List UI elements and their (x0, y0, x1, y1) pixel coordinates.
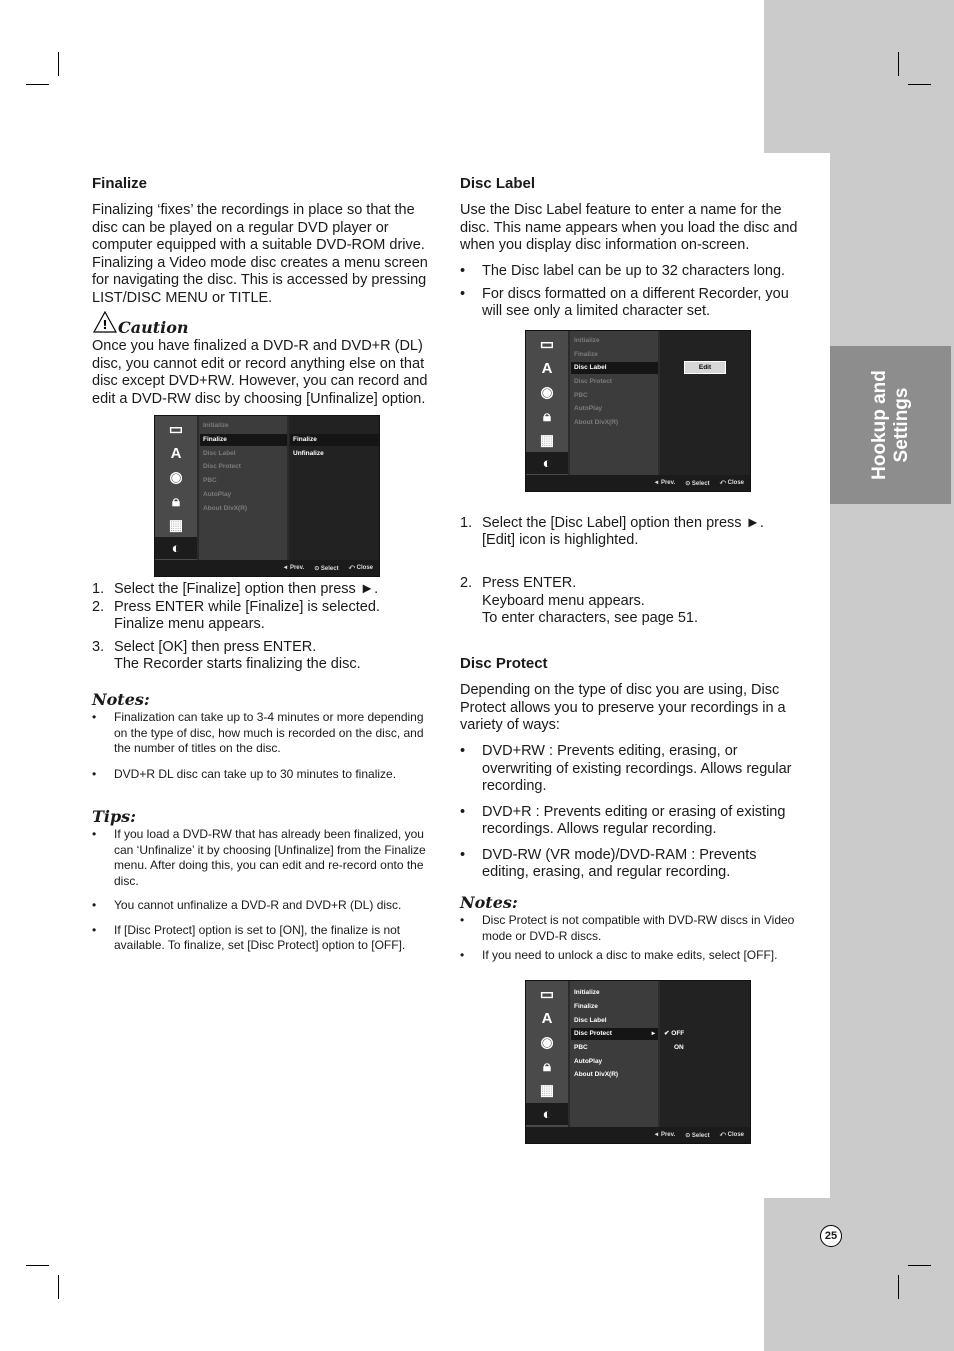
step-item: 2. Press ENTER. Keyboard menu appears. To enter characters, see page 51. (460, 575, 699, 626)
disc-label-heading: Disc Label (460, 175, 536, 192)
audio-icon: ◉ (540, 384, 554, 401)
disc-icon: ◐ (526, 1103, 568, 1125)
footer-close: ⤺ Close (719, 479, 744, 486)
menu-item: PBC (574, 1044, 588, 1051)
side-band-top (764, 0, 954, 153)
tip-item: • If you load a DVD-RW that has already been finalized, you can ‘Unfinalize’ it by choosing [Unfinalize] from the Finalize menu. After doing this, you can edit and re-record onto the disc. (92, 827, 426, 888)
note-item: • Finalization can take up to 3-4 minutes or more depending on the type of disc, how much is recorded on the disc, and the number of titles on the disc. (92, 710, 424, 755)
lock-icon: 🔒︎ (172, 492, 180, 510)
menu-item: Finalize (574, 1003, 598, 1010)
menu-submenu (660, 981, 750, 1127)
menu-footer (526, 1127, 750, 1143)
arrow-right-icon: ▸ (651, 1030, 655, 1037)
tip-item: • If [Disc Protect] option is set to [ON], the finalize is not available. To finalize, set [Disc Protect] option to [OFF]. (92, 922, 406, 952)
side-band-bottom (764, 1198, 954, 1351)
page-number: 25 (820, 1225, 842, 1247)
crop-mark (26, 84, 49, 85)
menu-item: Initialize (574, 337, 600, 344)
notes-title: Notes: (460, 893, 518, 912)
disc-protect-menu-screenshot (525, 980, 751, 1144)
film-icon: ▦ (539, 1082, 555, 1099)
menu-options (570, 981, 658, 1127)
menu-item: Initialize (203, 422, 229, 429)
menu-item: Initialize (574, 989, 600, 996)
disc-protect-heading: Disc Protect (460, 655, 548, 672)
menu-item: Finalize (574, 351, 598, 358)
bullet-item: • DVD-RW (VR mode)/DVD-RAM : Prevents editing, erasing, and regular recording. (460, 846, 757, 880)
menu-item-selected: Disc Label (571, 362, 658, 374)
step-item: 1. Select the [Disc Label] option then press ►. [Edit] icon is highlighted. (460, 514, 764, 548)
bullet-item: • The Disc label can be up to 32 characters long. (460, 263, 786, 279)
menu-item-selected: Disc Protect ▸ (571, 1028, 658, 1040)
finalize-steps (92, 581, 437, 674)
audio-icon: ◉ (540, 1034, 554, 1051)
menu-options (199, 416, 287, 560)
step-item: 1. Select the [Finalize] option then press ►. (92, 581, 379, 597)
footer-select: ⊙ Select (314, 565, 339, 572)
crop-mark (26, 1265, 49, 1266)
tip-item: • You cannot unfinalize a DVD-R and DVD+R (DL) disc. (92, 898, 402, 912)
menu-item: PBC (574, 392, 588, 399)
side-band (830, 153, 954, 1198)
menu-item: Disc Label (574, 1017, 607, 1024)
bullet-item: • DVD+R : Prevents editing or erasing of existing recordings. Allows regular recording. (460, 803, 786, 837)
film-icon: ▦ (539, 432, 555, 449)
svg-text:!: ! (102, 318, 108, 332)
caution-text: Once you have finalized a DVD-R and DVD+R (DL) disc, you cannot edit or record anything else on that disc except DVD+RW. However, you can record and edit a DVD-RW disc by choosing [Unfinalize] option. (92, 338, 428, 407)
notes-title: Notes: (92, 690, 150, 709)
menu-item: Disc Protect (574, 378, 612, 385)
disc-protect-bullets (460, 743, 805, 882)
tips-title: Tips: (92, 807, 137, 826)
crop-mark (58, 1275, 59, 1299)
menu-item: About DivX(R) (574, 1071, 619, 1078)
menu-item: Disc Label (203, 450, 236, 457)
finalize-notes (92, 710, 437, 782)
submenu-item: ON (674, 1044, 684, 1051)
menu-options (570, 331, 658, 475)
menu-icon-column (526, 331, 568, 475)
edit-button: Edit (684, 361, 726, 374)
bullet-item: • For discs formatted on a different Recorder, you will see only a limited character set. (460, 285, 789, 319)
menu-footer (155, 560, 379, 576)
disc-label-bullets (460, 263, 805, 321)
crop-mark (58, 52, 59, 76)
menu-item: AutoPlay (203, 491, 232, 498)
film-icon: ▦ (168, 517, 184, 534)
footer-prev: ◄ Prev. (282, 565, 305, 571)
text-icon: A (541, 359, 553, 377)
disc-icon: ◐ (526, 452, 568, 474)
submenu-item: Unfinalize (293, 450, 324, 457)
menu-item: Disc Protect (203, 463, 241, 470)
finalize-tips (92, 827, 432, 954)
menu-item: About DivX(R) (574, 419, 619, 426)
crop-mark (898, 1275, 899, 1299)
section-tab-line1: Hookup and (868, 370, 890, 480)
disc-protect-paragraph: Depending on the type of disc you are using, Disc Protect allows you to preserve your recordings in a variety of ways: (460, 682, 786, 733)
disc-icon: ◐ (155, 537, 197, 559)
monitor-icon: ▭ (168, 421, 184, 438)
menu-icon-column (155, 416, 197, 560)
section-tab-line2: Settings (890, 387, 912, 463)
audio-icon: ◉ (169, 469, 183, 486)
menu-item: AutoPlay (574, 405, 603, 412)
disc-label-menu-screenshot (525, 330, 751, 492)
lock-icon: 🔒︎ (543, 1057, 551, 1075)
footer-select: ⊙ Select (685, 1132, 710, 1139)
footer-prev: ◄ Prev. (653, 480, 676, 486)
footer-close: ⤺ Close (719, 1131, 744, 1138)
section-tab (830, 346, 951, 504)
footer-select: ⊙ Select (685, 480, 710, 487)
caution-icon (93, 311, 117, 338)
crop-mark (908, 84, 931, 85)
menu-submenu (289, 416, 379, 560)
menu-item-selected: Finalize (200, 434, 287, 446)
disc-protect-notes (460, 913, 805, 964)
finalize-heading: Finalize (92, 175, 148, 192)
caution-title: Caution (118, 318, 189, 337)
crop-mark (898, 52, 899, 76)
check-icon: ✔ (664, 1030, 670, 1037)
footer-prev: ◄ Prev. (653, 1132, 676, 1138)
footer-close: ⤺ Close (348, 564, 373, 571)
menu-icon-column (526, 981, 568, 1127)
finalize-paragraph: Finalizing ‘fixes’ the recordings in place so that the disc can be played on a regular DVD player or computer equipped with a suitable DVD-ROM drive. Finalizing a Video mode disc creates a menu screen for navigating the disc. This is accessed by pressing LIST/DISC MENU or TITLE. (92, 202, 428, 306)
step-item: 3. Select [OK] then press ENTER. The Recorder starts finalizing the disc. (92, 638, 361, 672)
disc-label-steps (460, 497, 805, 645)
crop-mark (908, 1265, 931, 1266)
menu-submenu (660, 331, 750, 475)
text-icon: A (541, 1009, 553, 1027)
submenu-item-checked: ✔ OFF (664, 1030, 685, 1037)
note-item: • Disc Protect is not compatible with DVD-RW discs in Video mode or DVD-R discs. (460, 913, 795, 943)
note-item: • DVD+R DL disc can take up to 30 minutes to finalize. (92, 766, 397, 781)
monitor-icon: ▭ (539, 336, 555, 353)
finalize-menu-screenshot (154, 415, 380, 577)
text-icon: A (170, 444, 182, 462)
step-item: 2. Press ENTER while [Finalize] is selected. Finalize menu appears. (92, 598, 380, 632)
menu-item: PBC (203, 477, 217, 484)
disc-label-paragraph: Use the Disc Label feature to enter a name for the disc. This name appears when you load the disc and when you display disc information on-screen. (460, 202, 798, 253)
note-item: • If you need to unlock a disc to make edits, select [OFF]. (460, 948, 778, 962)
menu-item: About DivX(R) (203, 505, 248, 512)
lock-icon: 🔒︎ (543, 407, 551, 425)
submenu-item-selected: Finalize (290, 434, 379, 446)
menu-item: AutoPlay (574, 1058, 603, 1065)
bullet-item: • DVD+RW : Prevents editing, erasing, or overwriting of existing recordings. Allows regular recording. (460, 743, 792, 794)
menu-footer (526, 475, 750, 491)
monitor-icon: ▭ (539, 986, 555, 1003)
